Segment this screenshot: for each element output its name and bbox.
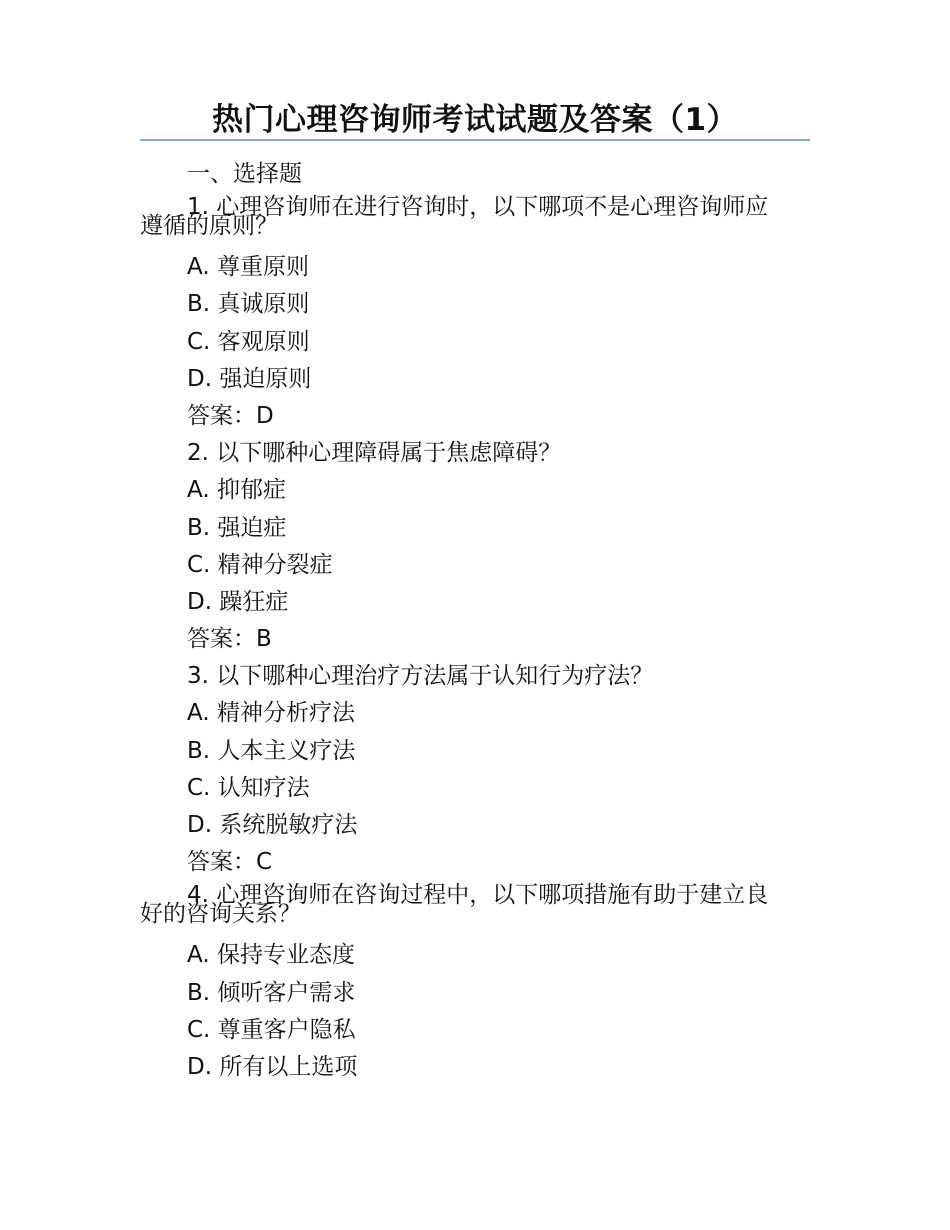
question-3-option-d: D. 系统脱敏疗法 — [187, 812, 358, 838]
question-1-answer: 答案：D — [187, 402, 274, 429]
question-4-option-d: D. 所有以上选项 — [187, 1053, 358, 1080]
question-1-option-b: B. 真诚原则 — [187, 291, 310, 318]
question-1-stem-line2: 遵循的原则？ — [140, 213, 278, 240]
question-4-option-a: A. 保持专业态度 — [187, 942, 355, 969]
question-2-stem: 2. 以下哪种心理障碍属于焦虑障碍？ — [187, 440, 562, 467]
question-3-option-a: A. 精神分析疗法 — [187, 700, 355, 727]
document-title: 热门心理咨询师考试试题及答案（1） — [211, 102, 739, 138]
question-4-option-c: C. 尊重客户隐私 — [187, 1016, 356, 1043]
question-1-option-c: C. 客观原则 — [187, 328, 310, 355]
question-4-stem — [140, 881, 812, 937]
question-3-option-b: B. 人本主义疗法 — [187, 737, 356, 764]
question-1-option-d: D. 强迫原则 — [187, 365, 312, 392]
question-4-stem-line1: 4. 心理咨询师在咨询过程中，以下哪项措施有助于建立良 — [187, 882, 769, 909]
question-1-option-a: A. 尊重原则 — [187, 254, 309, 281]
question-3-answer: 答案：C — [187, 849, 273, 876]
question-2-option-c: C. 精神分裂症 — [187, 551, 333, 578]
question-1-stem — [140, 193, 812, 249]
title-underline — [140, 139, 810, 141]
question-4-option-b: B. 倾听客户需求 — [187, 979, 356, 1006]
document-body — [140, 156, 812, 1086]
question-3-stem: 3. 以下哪种心理治疗方法属于认知行为疗法？ — [187, 663, 654, 690]
question-2-option-b: B. 强迫症 — [187, 514, 287, 541]
question-2-answer: 答案：B — [187, 626, 272, 653]
question-4-stem-line2: 好的咨询关系？ — [140, 901, 301, 928]
question-3-option-c: C. 认知疗法 — [187, 774, 310, 801]
question-1-stem-line1: 1. 心理咨询师在进行咨询时，以下哪项不是心理咨询师应 — [187, 194, 769, 221]
question-2-option-a: A. 抑郁症 — [187, 477, 286, 504]
question-2-option-d: D. 躁狂症 — [187, 588, 289, 615]
section-heading: 一、选择题 — [187, 161, 302, 187]
